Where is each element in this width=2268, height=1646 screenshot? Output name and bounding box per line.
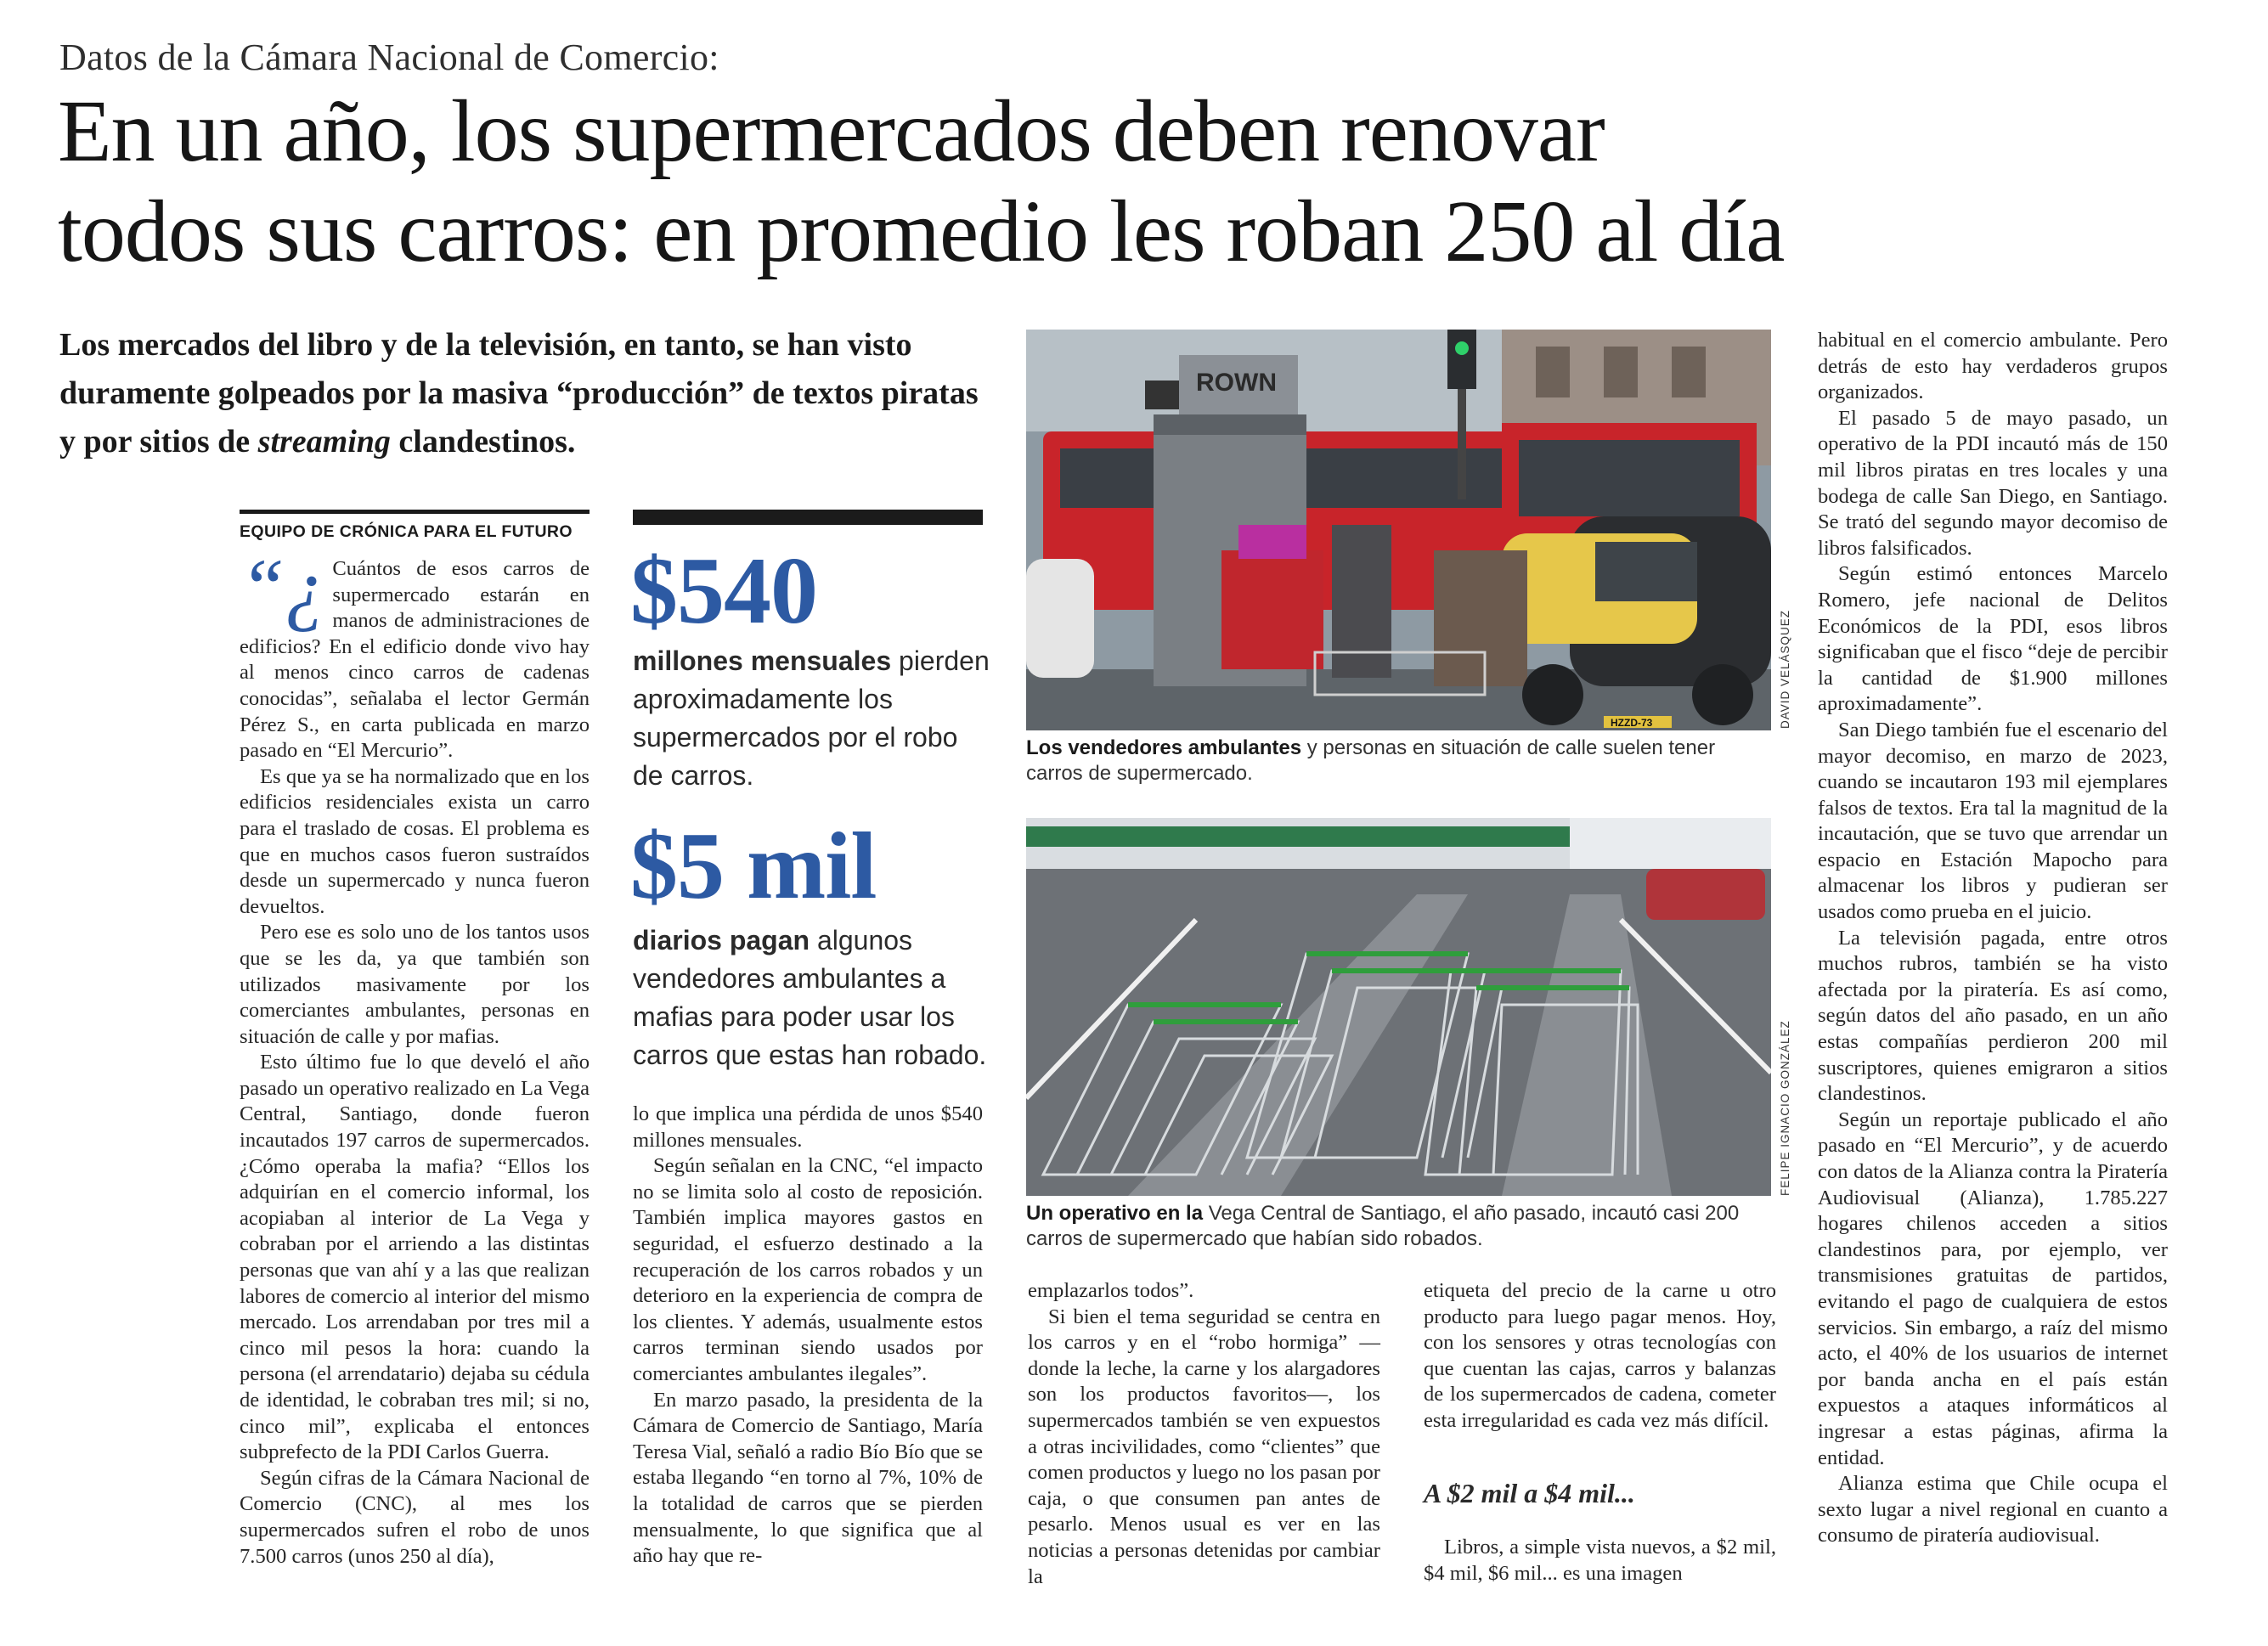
- paragraph-text: Cuántos de esos carros de supermercado estarán en manos de administraciones de edificios? En el edificio donde vivo hay al menos cinco carros de cadenas conocidas”, señalaba el lector Germán Pérez S., en carta publicada en marzo pasado en “El Mercurio”.: [240, 557, 590, 763]
- caption-text: y personas en situación de calle suelen tener carros de supermercado.: [1026, 736, 1716, 785]
- headline-line-2: todos sus carros: en promedio les roban 250 al día: [58, 183, 1785, 280]
- sidebar-rule: [633, 510, 983, 525]
- photo-credit-1: DAVID VELÁSQUEZ: [1779, 609, 1791, 729]
- byline: EQUIPO DE CRÓNICA PARA EL FUTURO: [240, 510, 590, 542]
- photo-street-vendors: [1026, 330, 1771, 730]
- photo-caption-2: [1026, 1201, 1774, 1252]
- deck-italic: streaming: [257, 424, 391, 459]
- caption-text: Vega Central de Santiago, el año pasado, incautó casi 200 carros de supermercado que habían sido robados.: [1026, 1202, 1740, 1250]
- license-plate: HZZD-73: [1611, 717, 1653, 729]
- caption-bold: Un operativo en la: [1026, 1202, 1204, 1225]
- caption-bold: Los vendedores ambulantes: [1026, 736, 1302, 759]
- street-scene-illustration: [1026, 330, 1771, 730]
- stat-description-1: [633, 642, 990, 795]
- stat-description-2: [633, 922, 990, 1074]
- paragraph: Libros, a simple vista nuevos, a $2 mil, $4 mil, $6 mil... es una imagen: [1424, 1536, 1776, 1585]
- drop-quote: “¿: [240, 542, 326, 633]
- stat-text: algunos vendedores ambulantes a mafias para poder usar los carros que estas han robado.: [633, 925, 987, 1070]
- body-column-1: [240, 542, 590, 1570]
- body-column-4-continued: [1424, 1535, 1776, 1587]
- paragraph: Alianza estima que Chile ocupa el sexto lugar a nivel regional en cuanto a consumo de piratería audiovisual.: [1818, 1472, 2168, 1547]
- photo-caption-1: [1026, 736, 1774, 786]
- paragraph: El pasado 5 de mayo pasado, un operativo de la PDI incautó más de 150 mil libros piratas en tres locales y una bodega de calle San Diego, en Santiago. Se trató del segundo mayor decomiso de libros falsificados.: [1818, 406, 2168, 560]
- body-column-5: [1818, 328, 2168, 1549]
- paragraph: lo que implica una pérdida de unos $540 millones mensuales.: [633, 1102, 983, 1152]
- deck-text-end: clandestinos.: [390, 424, 576, 459]
- kicker: Datos de la Cámara Nacional de Comercio:: [59, 37, 719, 78]
- stat-text: pierden aproximadamente los supermercados por el robo de carros.: [633, 645, 990, 791]
- photo-shopping-carts: [1026, 818, 1771, 1196]
- paragraph: Según cifras de la Cámara Nacional de Comercio (CNC), al mes los supermercados sufren el robo de unos 7.500 carros (unos 250 al día),: [240, 1466, 590, 1568]
- paragraph: Pero ese es solo uno de los tantos usos que se les da, ya que también son utilizados masivamente por los comerciantes ambulantes, personas en situación de calle y por mafias.: [240, 921, 590, 1048]
- paragraph: [240, 542, 590, 764]
- paragraph: Es que ya se ha normalizado que en los edificios residenciales exista un carro para el traslado de cosas. El problema es que en muchos casos fueron sustraídos desde un supermercado y nunca fueron devueltos.: [240, 764, 590, 918]
- carts-scene-illustration: [1026, 818, 1771, 1196]
- paragraph: etiqueta del precio de la carne u otro producto para luego pagar menos. Hoy, con los sensores y otras tecnologías con que cuentan las cajas, carros y balanzas de los supermercados de cadena, cometer esta irregularidad es cada vez más difícil.: [1424, 1279, 1776, 1432]
- body-column-3: [1028, 1278, 1380, 1590]
- headline: [58, 82, 2232, 282]
- body-column-2: [633, 1102, 983, 1570]
- paragraph: Esto último fue lo que develó el año pasado un operativo realizado en La Vega Central, Santiago, donde fueron incautados 197 carros de supermercados. ¿Cómo operaba la mafia? “Ellos los adquirían en el comercio informal, los acopiaban al interior de La Vega y cobraban por el arriendo a las distintas personas que van ahí y a las que realizan labores de comercio al interior del mismo mercado. Los arrendaban por tres mil a cinco mil pesos la hora: cuando la persona (el arrendatario) dejaba su cédula de identidad, le cobraban tres mil; si no, cinco mil”, explicaba el entonces subprefecto de la PDI Carlos Guerra.: [240, 1051, 590, 1464]
- deck: [59, 321, 990, 466]
- photo-credit-2: FELIPE IGNACIO GONZÁLEZ: [1779, 1020, 1791, 1196]
- paragraph: Según señalan en la CNC, “el impacto no se limita solo al costo de reposición. También implica mayores gastos en seguridad, el esfuerzo destinado a la recuperación de los carros robados y un deterioro en la experiencia de compra de los clientes. Y además, usualmente estos carros terminan siendo usados por comerciantes ambulantes ilegales”.: [633, 1154, 983, 1385]
- paragraph: habitual en el comercio ambulante. Pero detrás de esto hay verdaderos grupos organizados.: [1818, 329, 2168, 404]
- graffiti-tag: ROWN: [1196, 369, 1277, 397]
- headline-line-1: En un año, los supermercados deben renovar: [58, 82, 1605, 180]
- body-column-4: [1424, 1278, 1776, 1435]
- paragraph: La televisión pagada, entre otros muchos rubros, también se ha visto afectada por la piratería. Es así como, según datos del año pasado, en un año estas compañías perdieron 200 mil suscriptores, quienes emigraron a sitios clandestinos.: [1818, 926, 2168, 1106]
- stat-bold: millones mensuales: [633, 645, 892, 676]
- paragraph: En marzo pasado, la presidenta de la Cámara de Comercio de Santiago, María Teresa Vial, señaló a radio Bío Bío que se estaba llegando “en torno al 7%, 10% de la totalidad de carros que se pierden mensualmente, lo que significa que al año hay que re-: [633, 1388, 983, 1568]
- stat-value-5-mil: $5 mil: [630, 814, 877, 919]
- deck-text: Los mercados del libro y de la televisión, en tanto, se han visto duramente golpeados por la masiva “producción” de textos piratas y por sitios de: [59, 327, 979, 459]
- paragraph: Según un reportaje publicado el año pasado en “El Mercurio”, y de acuerdo con datos de la Alianza contra la Piratería Audiovisual (Alianza), 1.785.227 hogares chilenos acceden a sitios clandestinos para, por ejemplo, ver transmisiones gratuitas de partidos, evitando el pago de cualquiera de estos servicios. Sin embargo, a raíz del mismo acto, el 40% de los usuarios de internet por banda ancha en el país están expuestos a ataques informáticos al ingresar a estas páginas, afirma la entidad.: [1818, 1108, 2168, 1469]
- paragraph: emplazarlos todos”.: [1028, 1279, 1194, 1302]
- subhead: A $2 mil a $4 mil...: [1424, 1478, 1635, 1508]
- paragraph: Si bien el tema seguridad se centra en los carros y en el “robo hormiga” —donde la leche, la carne y los alargadores son los productos favoritos—, los supermercados también se ven expuestos a otras incivilidades, como “clientes” que comen productos y luego no los pasan por caja, o que consumen pan antes de pesarlo. Menos usual es ver en las noticias a personas detenidas por cambiar la: [1028, 1305, 1380, 1588]
- paragraph: Según estimó entonces Marcelo Romero, jefe nacional de Delitos Económicos de la PDI, esos libros significaban que el fisco “deje de percibir la cantidad de $1.900 millones aproximadamente”.: [1818, 562, 2168, 716]
- stat-bold: diarios pagan: [633, 925, 810, 955]
- paragraph: San Diego también fue el escenario del mayor decomiso, en marzo de 2023, cuando se incautaron 193 mil ejemplares falsos de textos. Era tal la magnitud de la incautación, que se tuvo que arrendar un espacio en Estación Mapocho para almacenar los libros y pudieran ser usados como prueba en el juicio.: [1818, 718, 2168, 924]
- stat-value-540: $540: [630, 538, 817, 644]
